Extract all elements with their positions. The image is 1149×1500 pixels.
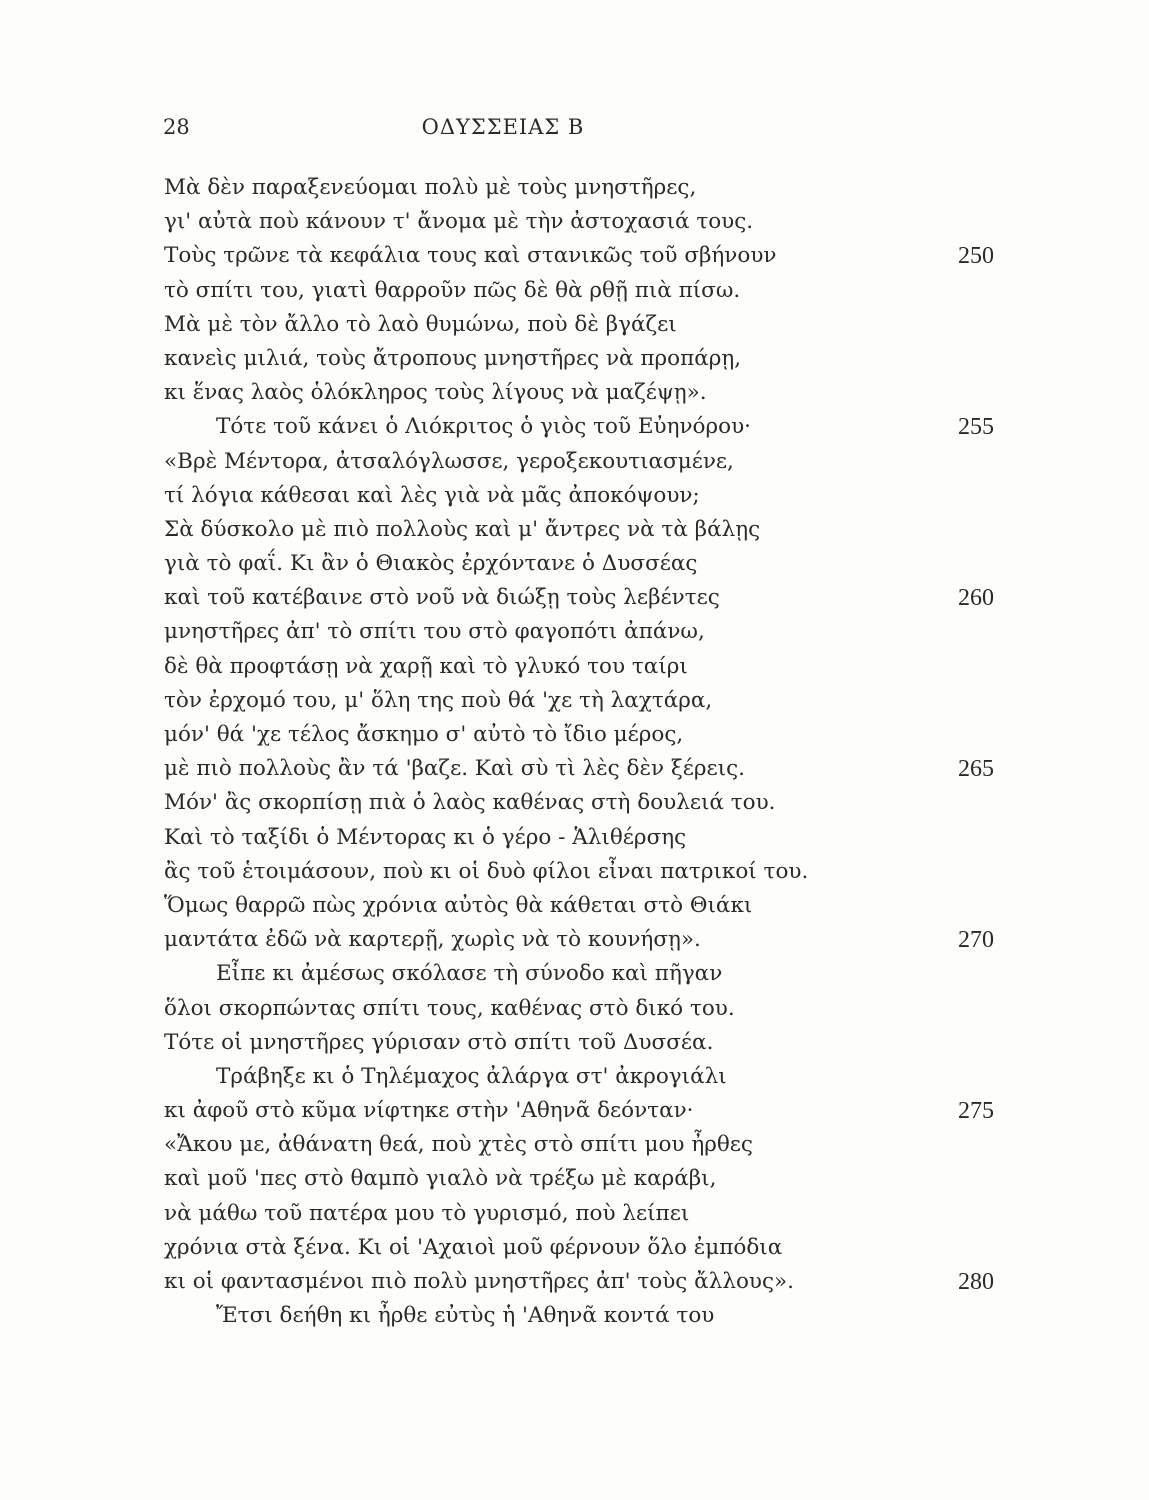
verse-line [164,239,994,273]
verse-line [164,957,994,991]
line-number: 270 [958,927,994,954]
verse-text: μνηστῆρες ἀπ' τὸ σπίτι του στὸ φαγοπότι ἀπάνω, [164,619,705,645]
verse-line [164,1128,994,1162]
verse-line [164,992,994,1026]
verse-text: κι ἕνας λαὸς ὁλόκληρος τοὺς λίγους νὰ μαζέψῃ». [164,380,707,406]
line-number: 250 [958,243,994,270]
verse-text: νὰ μάθω τοῦ πατέρα μου τὸ γυρισμό, ποὺ λείπει [164,1200,690,1226]
page-number: 28 [163,115,190,139]
verse-text: Ἔτσι δεήθη κι ἦρθε εὐτὺς ἡ 'Αθηνᾶ κοντά του [216,1303,715,1329]
verse-line [164,513,994,547]
verse-text: κανεὶς μιλιά, τοὺς ἄτροπους μνηστῆρες νὰ προπάρῃ, [164,345,742,371]
verse-line [164,821,994,855]
verse-text: κι ἀφοῦ στὸ κῦμα νίφτηκε στὴν 'Αθηνᾶ δεόνταν· [164,1098,694,1124]
verse-line [164,1231,994,1265]
verse-line [164,650,994,684]
verse-text: Τράβηξε κι ὁ Τηλέμαχος ἀλάργα στ' ἀκρογιάλι [216,1063,727,1089]
verse-text: δὲ θὰ προφτάσῃ νὰ χαρῇ καὶ τὸ γλυκό του ταίρι [164,653,688,679]
verse-line [164,786,994,820]
verse-text: μόν' θά 'χε τέλος ἄσκημο σ' αὐτὸ τὸ ἴδιο μέρος, [164,722,684,747]
verse-line [164,171,994,205]
verse-line [164,547,994,581]
verse-line [164,342,994,376]
verse-text: τὸν ἐρχομό του, μ' ὅλη της ποὺ θά 'χε τὴ λαχτάρα, [164,687,713,713]
verse-line [164,855,994,889]
verse-text: γι' αὐτὰ ποὺ κάνουν τ' ἄνομα μὲ τὴν ἀστοχασιά τους. [164,209,754,235]
verse-text: Μὰ δὲν παραξενεύομαι πολὺ μὲ τοὺς μνηστῆρες, [164,175,697,200]
verse-text: καὶ τοῦ κατέβαινε στὸ νοῦ νὰ διώξῃ τοὺς λεβέντες [164,585,720,611]
verse-text: γιὰ τὸ φαΐ. Κι ἂν ὁ Θιακὸς ἐρχόντανε ὁ Δυσσέας [164,551,698,577]
verse-line [164,581,994,615]
verse-line [164,1026,994,1060]
verse-line [164,1094,994,1128]
page-header [163,115,843,145]
verse-text: «Ἄκου με, ἀθάνατη θεά, ποὺ χτὲς στὸ σπίτι μου ἦρθες [164,1132,753,1158]
verse-text: κι οἱ φαντασμένοι πιὸ πολὺ μνηστῆρες ἀπ' τοὺς ἄλλους». [164,1269,794,1294]
verse-text: Εἶπε κι ἀμέσως σκόλασε τὴ σύνοδο καὶ πῆγαν [216,961,723,987]
verse-line [164,615,994,649]
verse-line [164,479,994,513]
verse-text: Μὰ μὲ τὸν ἄλλο τὸ λαὸ θυμώνω, ποὺ δὲ βγάζει [164,311,677,337]
line-number: 280 [958,1269,994,1295]
line-number: 265 [958,756,994,783]
verse-text: Ὅμως θαρρῶ πὼς χρόνια αὐτὸς θὰ κάθεται στὸ Θιάκι [164,892,753,918]
verse-text: Τοὺς τρῶνε τὰ κεφάλια τους καὶ στανικῶς τοῦ σβήνουν [164,243,777,269]
running-title: ΟΔΥΣΣΕΙΑΣ Β [421,115,585,139]
verse-line [164,684,994,718]
line-number: 275 [958,1098,994,1125]
verse-text: μαντάτα ἐδῶ νὰ καρτερῇ, χωρὶς νὰ τὸ κουνήσῃ». [164,927,701,953]
verse-text: «Βρὲ Μέντορα, ἀτσαλόγλωσσε, γεροξεκουτιασμένε, [164,448,734,474]
verse-line [164,1265,994,1299]
verse-text: ἂς τοῦ ἑτοιμάσουν, ποὺ κι οἱ δυὸ φίλοι εἶναι πατρικοί του. [164,858,809,884]
verse-line [164,308,994,342]
verse-line [164,410,994,444]
verse-text: τὸ σπίτι του, γιατὶ θαρροῦν πῶς δὲ θὰ ρθῇ πιὰ πίσω. [164,277,741,303]
verse-text: Καὶ τὸ ταξίδι ὁ Μέντορας κι ὁ γέρο - Ἁλιθέρσης [164,824,687,850]
verse-line [164,1060,994,1094]
verse-line [164,1197,994,1231]
verse-text: χρόνια στὰ ξένα. Κι οἱ 'Αχαιοὶ μοῦ φέρνουν ὅλο ἐμπόδια [164,1234,783,1260]
verse-line [164,274,994,308]
verse-line [164,1162,994,1196]
verse-line [164,923,994,957]
verse-text: Σὰ δύσκολο μὲ πιὸ πολλοὺς καὶ μ' ἄντρες νὰ τὰ βάλῃς [164,516,761,542]
verse-text: Τότε τοῦ κάνει ὁ Λιόκριτος ὁ γιὸς τοῦ Εὐηνόρου· [216,414,751,440]
verse-line [164,445,994,479]
verse-text: τί λόγια κάθεσαι καὶ λὲς γιὰ νὰ μᾶς ἀποκόψουν; [164,482,700,508]
verse-text: Τότε οἱ μνηστῆρες γύρισαν στὸ σπίτι τοῦ Δυσσέα. [164,1029,714,1055]
line-number: 260 [958,585,994,612]
poem-text [164,171,994,1333]
verse-line [164,205,994,239]
verse-text: Μόν' ἂς σκορπίσῃ πιὰ ὁ λαὸς καθένας στὴ δουλειά του. [164,790,776,816]
verse-line [164,889,994,923]
verse-line [164,752,994,786]
verse-text: μὲ πιὸ πολλοὺς ἂν τά 'βαζε. Καὶ σὺ τὶ λὲς δὲν ξέρεις. [164,756,745,782]
verse-line [164,718,994,752]
verse-line [164,376,994,410]
verse-text: ὅλοι σκορπώντας σπίτι τους, καθένας στὸ δικό του. [164,995,735,1021]
verse-text: καὶ μοῦ 'πες στὸ θαμπὸ γιαλὸ νὰ τρέξω μὲ καράβι, [164,1166,717,1192]
verse-line [164,1299,994,1333]
line-number: 255 [958,414,994,441]
